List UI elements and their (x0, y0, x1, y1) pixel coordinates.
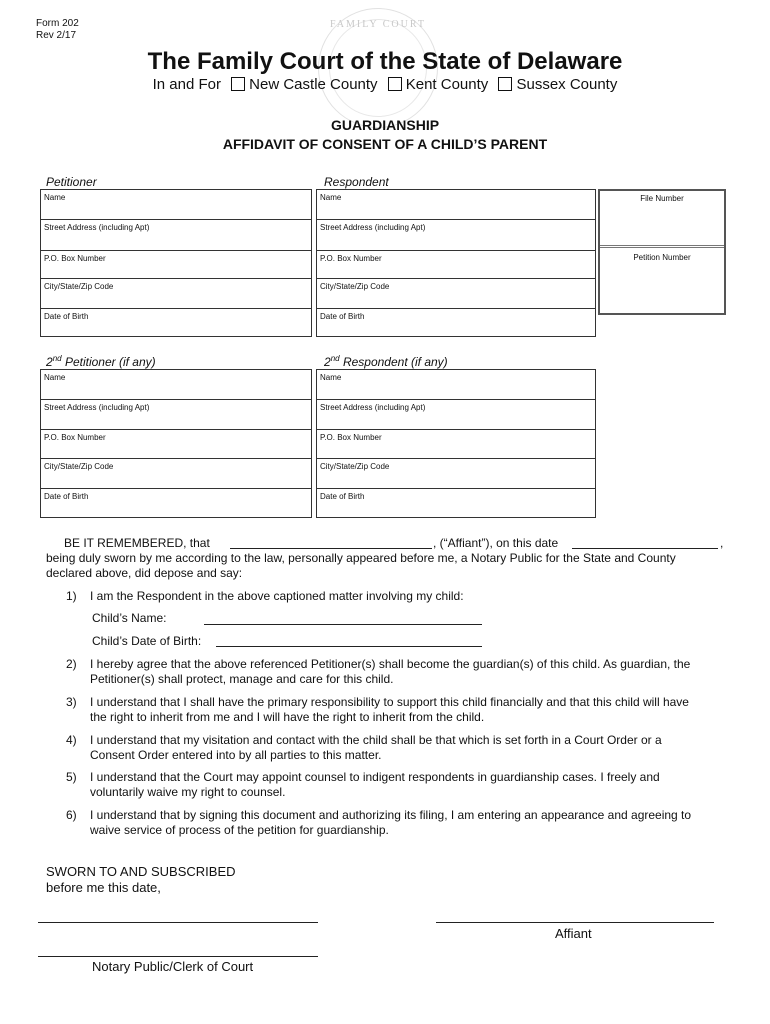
sworn-statement-line2: declared above, did depose and say: (46, 566, 243, 580)
new-castle-label: New Castle County (249, 76, 378, 93)
respondent-name-field[interactable]: Name (317, 190, 595, 220)
petitioner-name-field[interactable]: Name (41, 190, 311, 220)
notary-date-line[interactable] (38, 922, 318, 923)
form-heading: GUARDIANSHIP (330, 117, 440, 133)
petitioner-box (40, 189, 312, 337)
notary-label: Notary Public/Clerk of Court (92, 959, 254, 974)
new-castle-checkbox[interactable] (231, 77, 245, 91)
petitioner-dob-field[interactable]: Date of Birth (44, 312, 89, 321)
sussex-label: Sussex County (516, 76, 618, 93)
court-title: The Family Court of the State of Delaware (147, 48, 623, 75)
child-name-line[interactable] (204, 624, 482, 625)
petitioner-street-field[interactable]: Street Address (including Apt) (41, 220, 311, 251)
item-1-number: 1) (66, 589, 77, 603)
form-subheading: AFFIDAVIT OF CONSENT OF A CHILD’S PARENT (222, 136, 548, 152)
in-and-for-label: In and For (152, 76, 221, 93)
second-respondent-street-field[interactable]: Street Address (including Apt) (317, 400, 595, 430)
second-petitioner-dob-field[interactable]: Date of Birth (44, 492, 89, 501)
item-4-number: 4) (66, 733, 77, 747)
form-number: Form 202 (36, 18, 79, 29)
respondent-city-field[interactable]: City/State/Zip Code (317, 279, 595, 309)
respondent-label: Respondent (324, 175, 389, 189)
file-number-box (598, 189, 726, 315)
respondent-street-field[interactable]: Street Address (including Apt) (317, 220, 595, 251)
seal-text: FAMILY COURT (329, 19, 426, 30)
kent-label: Kent County (405, 76, 489, 93)
affiant-name-line[interactable] (230, 548, 432, 549)
county-selection (0, 76, 770, 93)
file-number-field[interactable]: File Number (600, 191, 724, 248)
second-petitioner-label: 2nd Petitioner (if any) (46, 354, 156, 369)
kent-checkbox[interactable] (388, 77, 402, 91)
second-respondent-label: 2nd Respondent (if any) (324, 354, 448, 369)
item-3-text: I understand that I shall have the primary responsibility to support this child financially and that this child will have the right to inherit from me and I will have the right to inherit from the child. (90, 695, 689, 724)
child-dob-line[interactable] (216, 646, 482, 647)
sworn-statement-line1: being duly sworn by me according to the law, personally appeared before me, a Notary Public for the State and County (46, 551, 676, 565)
item-3-number: 3) (66, 695, 77, 709)
affiant-signature-line[interactable] (436, 922, 714, 923)
before-me-date: before me this date, (46, 880, 161, 895)
petitioner-label: Petitioner (46, 175, 97, 189)
second-respondent-name-field[interactable]: Name (317, 370, 595, 400)
second-petitioner-pobox-field[interactable]: P.O. Box Number (41, 430, 311, 459)
second-respondent-pobox-field[interactable]: P.O. Box Number (317, 430, 595, 459)
child-dob-label: Child’s Date of Birth: (92, 634, 202, 648)
second-respondent-city-field[interactable]: City/State/Zip Code (317, 459, 595, 489)
item-6-text: I understand that by signing this document and authorizing its filing, I am entering an appearance and agreeing to waive service of process of the petition for guardianship. (90, 808, 692, 837)
item-6-number: 6) (66, 808, 77, 822)
second-petitioner-name-field[interactable]: Name (41, 370, 311, 400)
respondent-pobox-field[interactable]: P.O. Box Number (317, 251, 595, 279)
remembered-intro: BE IT REMEMBERED, that (64, 536, 210, 550)
sussex-checkbox[interactable] (498, 77, 512, 91)
petitioner-pobox-field[interactable]: P.O. Box Number (41, 251, 311, 279)
item-5-text: I understand that the Court may appoint counsel to indigent respondents in guardianship cases. I freely and voluntarily waive my right to counsel. (90, 770, 660, 799)
second-respondent-dob-field[interactable]: Date of Birth (320, 492, 365, 501)
sworn-subscribed: SWORN TO AND SUBSCRIBED (46, 864, 236, 879)
affidavit-date-line[interactable] (572, 548, 718, 549)
notary-signature-line[interactable] (38, 956, 318, 957)
item-2-text: I hereby agree that the above referenced Petitioner(s) shall become the guardian(s) of this child. As guardian, the Petitioner(s) shall protect, manage and care for this child. (90, 657, 691, 686)
remembered-comma: , (720, 536, 724, 550)
respondent-box (316, 189, 596, 337)
second-petitioner-city-field[interactable]: City/State/Zip Code (41, 459, 311, 489)
item-2-number: 2) (66, 657, 77, 671)
item-1-text: I am the Respondent in the above captioned matter involving my child: (90, 589, 464, 603)
affiant-label: Affiant (555, 926, 592, 941)
respondent-dob-field[interactable]: Date of Birth (320, 312, 365, 321)
form-revision: Rev 2/17 (36, 30, 77, 41)
second-petitioner-street-field[interactable]: Street Address (including Apt) (41, 400, 311, 430)
petitioner-city-field[interactable]: City/State/Zip Code (41, 279, 311, 309)
remembered-affiant: , (“Affiant”), on this date (433, 536, 559, 550)
item-5-number: 5) (66, 770, 77, 784)
item-4-text: I understand that my visitation and contact with the child shall be that which is set forth in a Court Order or a Consent Order entered into by all parties to this matter. (90, 733, 662, 762)
child-name-label: Child’s Name: (92, 611, 167, 625)
second-petitioner-box (40, 369, 312, 518)
petition-number-field[interactable]: Petition Number (633, 253, 691, 262)
second-respondent-box (316, 369, 596, 518)
